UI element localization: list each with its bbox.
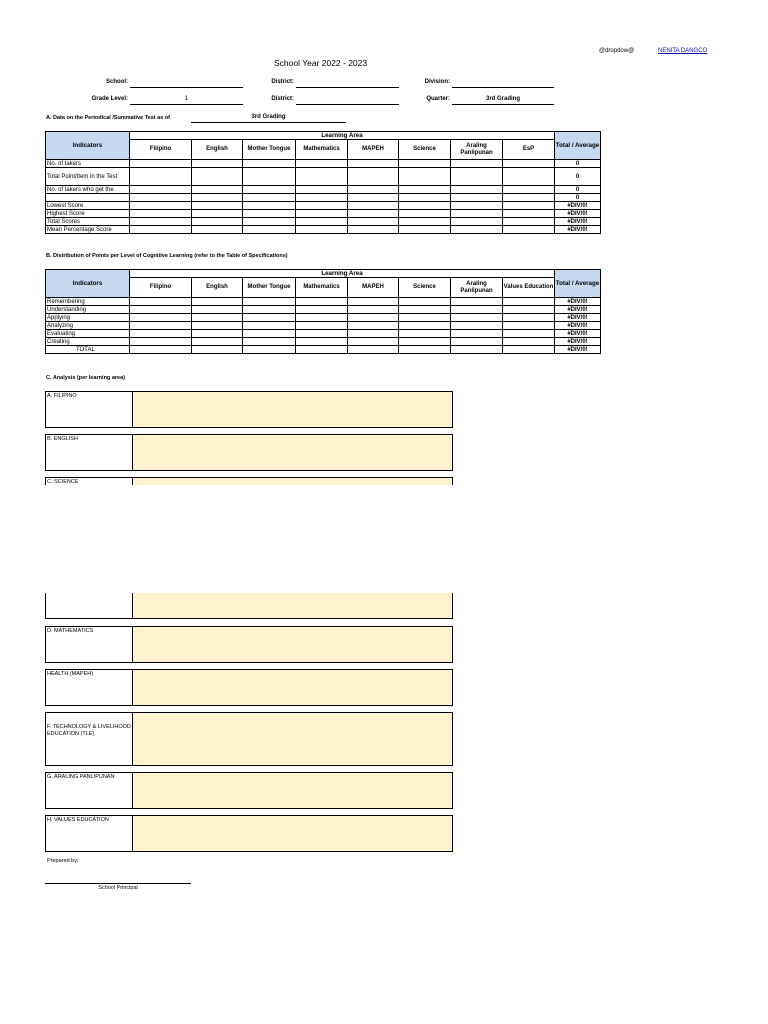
data-cell[interactable] <box>243 298 296 306</box>
dropdown-tag: @dropdow@ <box>599 48 635 54</box>
indicator-label: Total Point/Item in the Test <box>46 168 130 186</box>
data-cell[interactable] <box>451 186 503 194</box>
data-cell[interactable] <box>348 330 399 338</box>
column-header: Araling Panlipunan <box>451 278 503 298</box>
table-row <box>46 322 601 330</box>
column-header: Mother Tongue <box>243 278 296 298</box>
learning-area-header-b: Learning Area <box>130 270 555 278</box>
data-cell[interactable] <box>296 346 348 354</box>
analysis-label: A. FILIPINO <box>47 393 77 399</box>
total-average-header-b: Total / Average <box>555 270 601 298</box>
data-cell[interactable] <box>348 202 399 210</box>
analysis-box-science <box>45 477 453 485</box>
column-header: MAPEH <box>348 278 399 298</box>
table-row <box>46 168 601 186</box>
data-cell[interactable] <box>243 194 296 202</box>
analysis-box-values-education <box>45 815 453 852</box>
section-a-as-of: 3rd Grading <box>191 114 346 123</box>
total-cell: #DIV/0! <box>555 314 601 322</box>
data-cell[interactable] <box>348 298 399 306</box>
data-cell[interactable] <box>192 202 243 210</box>
data-cell[interactable] <box>192 298 243 306</box>
data-cell[interactable] <box>399 186 451 194</box>
data-cell[interactable] <box>348 186 399 194</box>
data-cell[interactable] <box>243 160 296 168</box>
data-cell[interactable] <box>296 218 348 226</box>
data-cell[interactable] <box>503 322 555 330</box>
total-cell: #DIV/0! <box>555 346 601 354</box>
column-header: English <box>192 278 243 298</box>
analysis-input[interactable] <box>132 816 452 851</box>
quarter-label: Quarter: <box>426 96 450 102</box>
data-cell[interactable] <box>503 210 555 218</box>
indicator-label: Analyzing <box>46 322 130 330</box>
analysis-label: D. MATHEMATICS <box>47 628 94 634</box>
analysis-label: G. ARALING PANLIPUNAN <box>47 774 115 780</box>
analysis-box-science-cont <box>45 593 453 619</box>
signature-line <box>45 883 191 884</box>
data-cell[interactable] <box>348 210 399 218</box>
analysis-box-araling-panlipunan <box>45 772 453 809</box>
data-cell[interactable] <box>451 306 503 314</box>
data-cell[interactable] <box>296 314 348 322</box>
table-row <box>46 306 601 314</box>
data-cell[interactable] <box>399 346 451 354</box>
data-cell[interactable] <box>130 346 192 354</box>
analysis-input[interactable] <box>132 478 452 485</box>
data-cell[interactable] <box>130 160 192 168</box>
analysis-label: C. SCIENCE <box>47 479 79 485</box>
column-header: Mathematics <box>296 278 348 298</box>
data-cell[interactable] <box>243 306 296 314</box>
indicator-label: Lowest Score <box>46 202 130 210</box>
school-field[interactable] <box>130 79 243 88</box>
analysis-box-tle <box>45 712 453 766</box>
analysis-input[interactable] <box>132 670 452 705</box>
indicator-label: Evaluating <box>46 330 130 338</box>
data-cell[interactable] <box>503 160 555 168</box>
data-cell[interactable] <box>399 194 451 202</box>
column-header: Araling Panlipunan <box>451 140 503 160</box>
data-cell[interactable] <box>348 314 399 322</box>
section-c-title: C. Analysis (per learning area) <box>46 375 125 381</box>
total-cell: 0 <box>555 194 601 202</box>
data-cell[interactable] <box>399 218 451 226</box>
column-header: MAPEH <box>348 140 399 160</box>
district2-label: District: <box>271 96 294 102</box>
total-cell: 0 <box>555 160 601 168</box>
data-cell[interactable] <box>399 314 451 322</box>
total-cell: #DIV/0! <box>555 322 601 330</box>
data-cell[interactable] <box>130 226 192 234</box>
total-cell: #DIV/0! <box>555 330 601 338</box>
data-cell[interactable] <box>503 218 555 226</box>
data-cell[interactable] <box>243 314 296 322</box>
total-cell: 0 <box>555 168 601 186</box>
data-cell[interactable] <box>451 210 503 218</box>
district-label: District: <box>271 79 294 85</box>
page-title: School Year 2022 - 2023 <box>274 58 368 68</box>
analysis-input[interactable] <box>132 773 452 808</box>
data-cell[interactable] <box>130 210 192 218</box>
data-cell[interactable] <box>399 210 451 218</box>
total-cell: 0 <box>555 186 601 194</box>
analysis-box-english <box>45 434 453 471</box>
indicator-label: Total Scores <box>46 218 130 226</box>
indicator-label: Understanding <box>46 306 130 314</box>
table-row <box>46 194 601 202</box>
table-row <box>46 330 601 338</box>
data-cell[interactable] <box>451 330 503 338</box>
analysis-box-filipino <box>45 391 453 428</box>
column-header: Mother Tongue <box>243 140 296 160</box>
total-cell: #DIV/0! <box>555 218 601 226</box>
data-cell[interactable] <box>296 210 348 218</box>
data-cell[interactable] <box>130 330 192 338</box>
data-cell[interactable] <box>503 338 555 346</box>
data-cell[interactable] <box>451 298 503 306</box>
data-cell[interactable] <box>451 322 503 330</box>
indicators-header: Indicators <box>46 132 130 160</box>
indicator-label: Highest Score <box>46 210 130 218</box>
data-cell[interactable] <box>399 168 451 186</box>
school-label: School: <box>106 79 128 85</box>
data-cell[interactable] <box>243 218 296 226</box>
analysis-box-mathematics <box>45 626 453 663</box>
data-cell[interactable] <box>192 346 243 354</box>
data-cell[interactable] <box>503 226 555 234</box>
data-cell[interactable] <box>348 160 399 168</box>
data-cell[interactable] <box>192 330 243 338</box>
analysis-input[interactable] <box>132 627 452 662</box>
data-cell[interactable] <box>348 218 399 226</box>
indicator-label: Creating <box>46 338 130 346</box>
data-cell[interactable] <box>192 186 243 194</box>
grade-level-label: Grade Level: <box>91 96 128 102</box>
data-cell[interactable] <box>296 194 348 202</box>
data-cell[interactable] <box>130 194 192 202</box>
analysis-label: F. TECHNOLOGY & LIVELIHOOD EDUCATION (TLE) <box>47 724 131 737</box>
column-header: Filipino <box>130 278 192 298</box>
data-cell[interactable] <box>192 160 243 168</box>
grade-level-field[interactable]: 1 <box>130 96 243 105</box>
section-b-title: B. Distribution of Points per Level of Cognitive Learning (refer to the Table of Specifications) <box>46 253 288 259</box>
division-label: Division: <box>424 79 450 85</box>
data-cell[interactable] <box>243 322 296 330</box>
column-header: Science <box>399 278 451 298</box>
data-cell[interactable] <box>399 298 451 306</box>
data-cell[interactable] <box>451 194 503 202</box>
analysis-label: B. ENGLISH <box>47 436 78 442</box>
section-a-title: A. Data on the Periodical /Summative Test as of <box>46 115 170 121</box>
data-cell[interactable] <box>243 226 296 234</box>
data-cell[interactable] <box>243 186 296 194</box>
data-cell[interactable] <box>296 298 348 306</box>
data-cell[interactable] <box>503 202 555 210</box>
data-cell[interactable] <box>192 322 243 330</box>
data-cell[interactable] <box>130 298 192 306</box>
data-cell[interactable] <box>399 202 451 210</box>
indicator-label: No. of takers <box>46 160 130 168</box>
data-cell[interactable] <box>296 160 348 168</box>
data-cell[interactable] <box>130 314 192 322</box>
data-cell[interactable] <box>130 306 192 314</box>
analysis-input[interactable] <box>132 593 452 618</box>
data-cell[interactable] <box>399 322 451 330</box>
data-cell[interactable] <box>503 346 555 354</box>
data-cell[interactable] <box>348 306 399 314</box>
table-row <box>46 218 601 226</box>
data-cell[interactable] <box>130 168 192 186</box>
analysis-input[interactable] <box>132 435 452 470</box>
table-row <box>46 314 601 322</box>
table-b <box>45 269 601 354</box>
prepared-by-label: Prepared by: <box>47 858 79 864</box>
data-cell[interactable] <box>192 168 243 186</box>
indicator-label: Applying <box>46 314 130 322</box>
total-average-header: Total / Average <box>555 132 601 160</box>
signatory-label: School Principal <box>98 885 138 891</box>
data-cell[interactable] <box>243 210 296 218</box>
data-cell[interactable] <box>503 330 555 338</box>
data-cell[interactable] <box>503 298 555 306</box>
table-row <box>46 186 601 194</box>
data-cell[interactable] <box>348 346 399 354</box>
table-a <box>45 131 601 234</box>
data-cell[interactable] <box>296 186 348 194</box>
data-cell[interactable] <box>130 322 192 330</box>
column-header: Values Education <box>503 278 555 298</box>
data-cell[interactable] <box>192 210 243 218</box>
data-cell[interactable] <box>348 194 399 202</box>
indicator-label: Mean Percentage Score <box>46 226 130 234</box>
column-header: English <box>192 140 243 160</box>
quarter-field[interactable]: 3rd Grading <box>452 96 554 105</box>
data-cell[interactable] <box>451 226 503 234</box>
table-row <box>46 298 601 306</box>
total-cell: #DIV/0! <box>555 226 601 234</box>
data-cell[interactable] <box>130 338 192 346</box>
analysis-label <box>46 593 132 618</box>
analysis-label: HEALTH (MAPEH) <box>47 671 94 677</box>
data-cell[interactable] <box>192 218 243 226</box>
user-link[interactable]: NENITA DANGCO <box>658 48 708 54</box>
learning-area-header: Learning Area <box>130 132 555 140</box>
data-cell[interactable] <box>192 194 243 202</box>
data-cell[interactable] <box>243 202 296 210</box>
data-cell[interactable] <box>348 322 399 330</box>
data-cell[interactable] <box>503 306 555 314</box>
data-cell[interactable] <box>451 346 503 354</box>
data-cell[interactable] <box>296 338 348 346</box>
analysis-label: H. VALUES EDUCATION <box>47 817 109 823</box>
data-cell[interactable] <box>348 226 399 234</box>
data-cell[interactable] <box>192 338 243 346</box>
data-cell[interactable] <box>503 186 555 194</box>
data-cell[interactable] <box>296 306 348 314</box>
data-cell[interactable] <box>192 226 243 234</box>
data-cell[interactable] <box>243 168 296 186</box>
data-cell[interactable] <box>399 306 451 314</box>
column-header: EsP <box>503 140 555 160</box>
data-cell[interactable] <box>296 322 348 330</box>
column-header: Science <box>399 140 451 160</box>
total-cell: #DIV/0! <box>555 210 601 218</box>
analysis-input[interactable] <box>132 392 452 427</box>
data-cell[interactable] <box>348 168 399 186</box>
indicator-label: TOTAL <box>46 346 130 354</box>
data-cell[interactable] <box>130 186 192 194</box>
indicator-label: Remembering <box>46 298 130 306</box>
table-row <box>46 160 601 168</box>
total-cell: #DIV/0! <box>555 338 601 346</box>
table-row <box>46 202 601 210</box>
data-cell[interactable] <box>451 168 503 186</box>
division-field[interactable] <box>452 79 554 88</box>
data-cell[interactable] <box>192 314 243 322</box>
indicator-label <box>46 194 130 202</box>
data-cell[interactable] <box>451 314 503 322</box>
district2-field[interactable] <box>296 96 399 105</box>
data-cell[interactable] <box>399 330 451 338</box>
data-cell[interactable] <box>451 160 503 168</box>
data-cell[interactable] <box>296 168 348 186</box>
table-row <box>46 226 601 234</box>
column-header: Mathematics <box>296 140 348 160</box>
data-cell[interactable] <box>451 202 503 210</box>
data-cell[interactable] <box>130 218 192 226</box>
data-cell[interactable] <box>451 218 503 226</box>
column-header: Filipino <box>130 140 192 160</box>
district-field[interactable] <box>296 79 399 88</box>
data-cell[interactable] <box>192 306 243 314</box>
table-row <box>46 210 601 218</box>
total-cell: #DIV/0! <box>555 202 601 210</box>
data-cell[interactable] <box>399 226 451 234</box>
data-cell[interactable] <box>503 314 555 322</box>
data-cell[interactable] <box>296 202 348 210</box>
data-cell[interactable] <box>399 160 451 168</box>
analysis-input[interactable] <box>132 713 452 765</box>
data-cell[interactable] <box>243 346 296 354</box>
data-cell[interactable] <box>243 338 296 346</box>
data-cell[interactable] <box>296 226 348 234</box>
indicator-label: No. of takers who get the <box>46 186 130 194</box>
table-row <box>46 338 601 346</box>
total-cell: #DIV/0! <box>555 306 601 314</box>
data-cell[interactable] <box>348 338 399 346</box>
data-cell[interactable] <box>243 330 296 338</box>
data-cell[interactable] <box>503 168 555 186</box>
data-cell[interactable] <box>296 330 348 338</box>
data-cell[interactable] <box>503 194 555 202</box>
table-row <box>46 346 601 354</box>
analysis-box-mapeh <box>45 669 453 706</box>
data-cell[interactable] <box>130 202 192 210</box>
indicators-header-b: Indicators <box>46 270 130 298</box>
data-cell[interactable] <box>451 338 503 346</box>
data-cell[interactable] <box>399 338 451 346</box>
total-cell: #DIV/0! <box>555 298 601 306</box>
